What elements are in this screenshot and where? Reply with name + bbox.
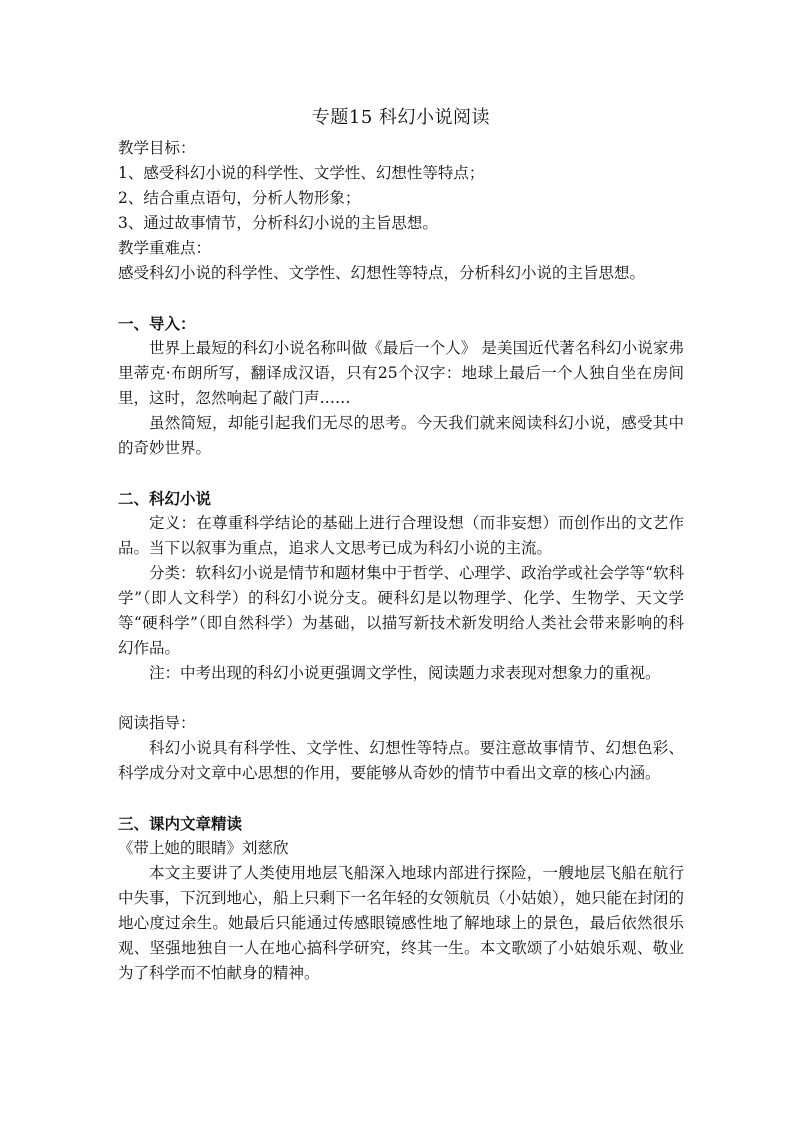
note-paragraph: 注：中考出现的科幻小说更强调文学性，阅读题力求表现对想象力的重视。 (149, 664, 661, 682)
document-page (118, 104, 684, 986)
goal-item: 1、感受科幻小说的科学性、文学性、幻想性等特点； (118, 164, 485, 182)
section1-paragraph: 虽然简短，却能引起我们无尽的思考。今天我们就来阅读科幻小说，感受其中的奇妙世界。 (118, 414, 684, 457)
classification-paragraph: 分类：软科幻小说是情节和题材集中于哲学、心理学、政治学或社会学等“软科学”（即人文科学）的科幻小说分支。硬科幻是以物理学、化学、生物学、天文学等“硬科学”（即自然科学）为基础，以描写新技术新发明给人类社会带来影响的科幻作品。 (118, 564, 684, 657)
difficulties-text: 感受科幻小说的科学性、文学性、幻想性等特点，分析科幻小说的主旨思想。 (118, 264, 646, 282)
goal-item: 3、通过故事情节，分析科幻小说的主旨思想。 (118, 214, 438, 232)
difficulties-label: 教学重难点： (118, 239, 212, 257)
section3-paragraph: 本文主要讲了人类使用地层飞船深入地球内部进行探险，一艘地层飞船在航行中失事，下沉到地心，船上只剩下一名年轻的女领航员（小姑娘），她只能在封闭的地心度过余生。她最后只能通过传感眼镜感性地了解地球上的景色，最后依然很乐观、坚强地独自一人在地心搞科学研究，终其一生。本文歌颂了小姑娘乐观、敬业为了科学而不怕献身的精神。 (118, 864, 684, 982)
definition-paragraph: 定义：在尊重科学结论的基础上进行合理设想（而非妄想）而创作出的文艺作品。当下以叙事为重点，追求人文思考已成为科幻小说的主流。 (118, 514, 684, 557)
goals-label: 教学目标： (118, 139, 196, 157)
section1-heading: 一、导入： (118, 314, 196, 333)
reading-guide-text: 科幻小说具有科学性、文学性、幻想性等特点。要注意故事情节、幻想色彩、科学成分对文章中心思想的作用，要能够从奇妙的情节中看出文章的核心内涵。 (118, 739, 684, 782)
work-title: 《带上她的眼睛》刘慈欣 (118, 839, 289, 857)
goal-item: 2、结合重点语句，分析人物形象； (118, 189, 361, 207)
section3-heading: 三、课内文章精读 (118, 814, 243, 833)
section2-heading: 二、科幻小说 (118, 489, 212, 508)
section1-paragraph: 世界上最短的科幻小说名称叫做《最后一个人》 是美国近代著名科幻小说家弗里蒂克·布朗所写，翻译成汉语，只有25个汉字：地球上最后一个人独自坐在房间里，这时，忽然响起了敲门声…… (118, 339, 684, 407)
page-title: 专题15 科幻小说阅读 (311, 107, 491, 128)
reading-guide-label: 阅读指导： (118, 714, 196, 732)
